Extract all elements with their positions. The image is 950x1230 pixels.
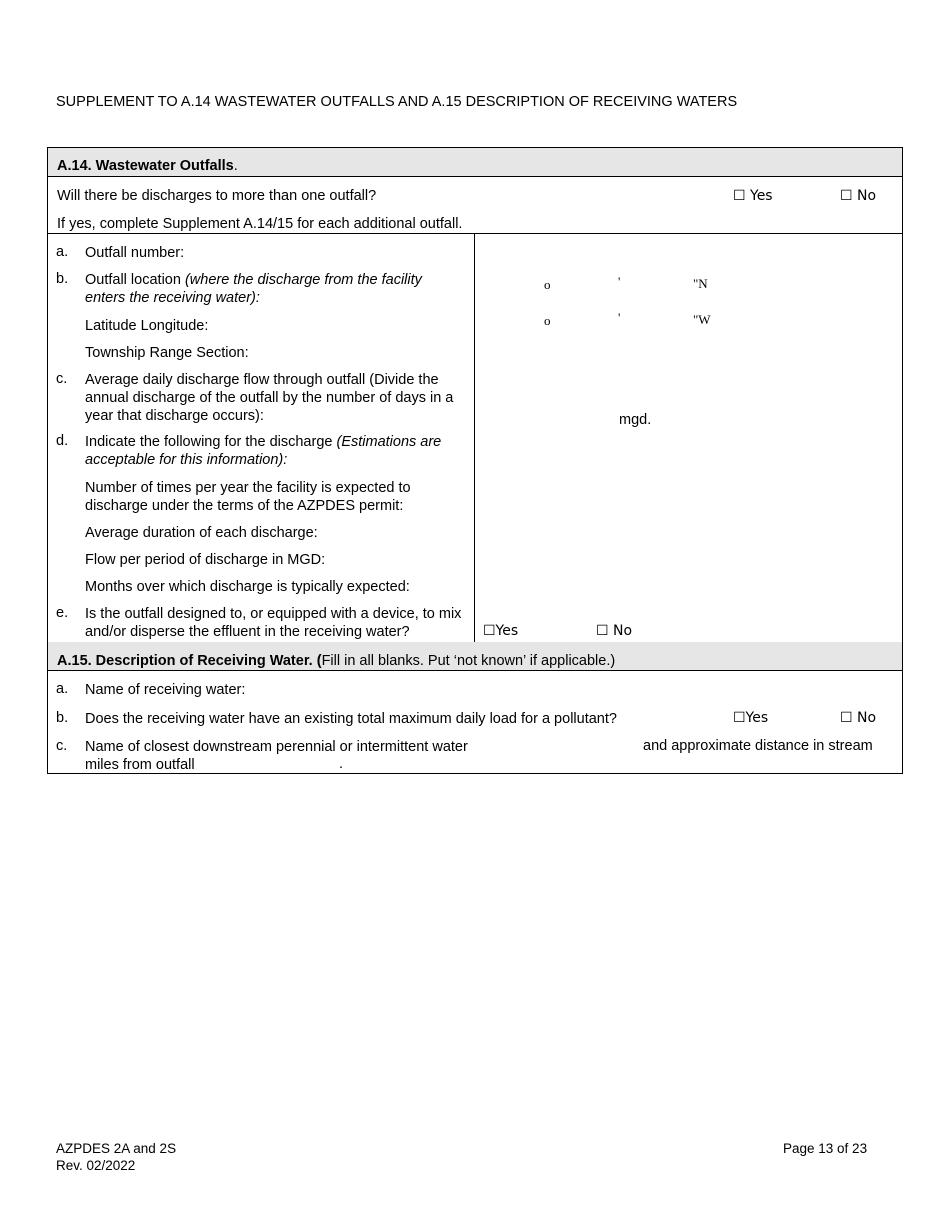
months-label: Months over which discharge is typically expected: xyxy=(85,579,410,595)
item-letter: e. xyxy=(56,605,69,621)
distance-label: and approximate distance in stream xyxy=(643,738,873,754)
minute-symbol: ' xyxy=(618,274,621,289)
a14-heading-bold: A.14. Wastewater Outfalls xyxy=(57,158,234,174)
outfall-number-label: Outfall number: xyxy=(85,245,185,261)
a15-heading-bold: A.15. Description of Receiving Water. ( xyxy=(57,653,322,669)
tmdl-yes-checkbox[interactable]: ☐Yes xyxy=(733,710,769,726)
lat-long-label: Latitude Longitude: xyxy=(85,318,209,334)
form-name: AZPDES 2A and 2S xyxy=(56,1141,177,1156)
yes-checkbox[interactable]: ☐ Yes xyxy=(733,188,773,204)
township-label: Township Range Section: xyxy=(85,345,249,361)
mix-disperse-no-checkbox[interactable]: ☐ No xyxy=(596,623,633,639)
flow-per-period-label: Flow per period of discharge in MGD: xyxy=(85,552,326,568)
no-checkbox[interactable]: ☐ No xyxy=(840,188,877,204)
item-letter: b. xyxy=(56,271,69,287)
minute-symbol: ' xyxy=(618,310,621,325)
divider xyxy=(47,233,903,234)
mgd-unit: mgd. xyxy=(619,412,652,428)
item-letter: b. xyxy=(56,710,69,726)
downstream-water-label: Name of closest downstream perennial or intermittent water xyxy=(85,739,468,755)
item-letter: a. xyxy=(56,681,69,697)
item-letter: c. xyxy=(56,738,68,754)
discharge-estimates-label xyxy=(85,433,455,469)
column-divider xyxy=(474,234,475,642)
item-letter: c. xyxy=(56,371,68,387)
q-more-than-one-outfall: Will there be discharges to more than one outfall? xyxy=(57,188,377,204)
mix-disperse-label: Is the outfall designed to, or equipped with a device, to mix and/or disperse the effluent in the receiving water? xyxy=(85,606,462,640)
a15-heading-tail: Fill in all blanks. Put ‘not known’ if applicable.) xyxy=(321,653,616,669)
degree-symbol: o xyxy=(544,277,551,292)
second-north-symbol: "N xyxy=(693,276,708,291)
outfall-location-note: (where the discharge from the facility enters the receiving water): xyxy=(85,272,422,306)
page-number: Page 13 of 23 xyxy=(783,1141,868,1156)
a14-heading-tail: . xyxy=(233,158,238,174)
receiving-water-name-label: Name of receiving water: xyxy=(85,682,246,698)
item-letter: d. xyxy=(56,433,69,449)
discharge-estimates-note: (Estimations are acceptable for this information): xyxy=(85,434,442,468)
tmdl-no-checkbox[interactable]: ☐ No xyxy=(840,710,877,726)
outfall-location-text: Outfall location xyxy=(85,272,185,288)
discharge-estimates-text: Indicate the following for the discharge xyxy=(85,434,337,450)
if-yes-note: If yes, complete Supplement A.14/15 for each additional outfall. xyxy=(57,216,463,232)
period-mark: . xyxy=(339,756,344,772)
outfall-location-label xyxy=(85,271,465,307)
a14-heading xyxy=(57,158,238,174)
second-west-symbol: "W xyxy=(693,312,711,327)
a15-heading xyxy=(57,653,615,669)
miles-from-outfall-label: miles from outfall xyxy=(85,757,195,773)
avg-duration-label: Average duration of each discharge: xyxy=(85,525,318,541)
item-letter: a. xyxy=(56,244,69,260)
degree-symbol: o xyxy=(544,313,551,328)
revision: Rev. 02/2022 xyxy=(56,1158,136,1173)
mix-disperse-yes-checkbox[interactable]: ☐Yes xyxy=(483,623,519,639)
times-per-year-label: Number of times per year the facility is expected to discharge under the terms of the AZPDES permit: xyxy=(85,480,411,514)
avg-daily-discharge-label: Average daily discharge flow through outfall (Divide the annual discharge of the outfall by the number of days in a year that discharge occurs): xyxy=(85,372,454,424)
tmdl-question: Does the receiving water have an existing total maximum daily load for a pollutant? xyxy=(85,711,617,727)
page-title: SUPPLEMENT TO A.14 WASTEWATER OUTFALLS AND A.15 DESCRIPTION OF RECEIVING WATERS xyxy=(56,94,738,110)
